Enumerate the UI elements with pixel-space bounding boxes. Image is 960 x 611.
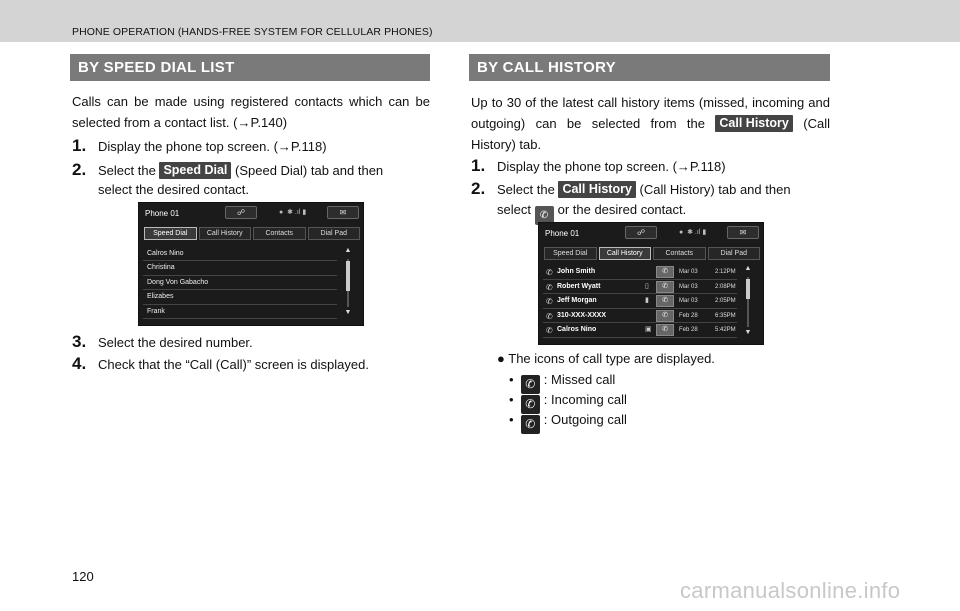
list-item[interactable]: Elizabes <box>143 290 337 304</box>
speed-dial-list <box>143 247 337 319</box>
incoming-call-icon: ✆ <box>546 311 553 321</box>
speed-dial-step-2: 2. Select the Speed Dial (Speed Dial) tab and then <box>72 160 384 179</box>
mail-icon[interactable]: ✉ <box>327 206 359 219</box>
tab-call-history[interactable]: Call History <box>599 247 652 260</box>
scroll-down-icon[interactable]: ▼ <box>744 329 752 336</box>
page-number: 120 <box>72 569 94 584</box>
link-icon[interactable]: ☍ <box>625 226 657 239</box>
status-icons: ● ✱ .ıl ▮ <box>279 209 307 216</box>
call-button[interactable]: ✆ <box>656 310 674 322</box>
tab-dial-pad[interactable]: Dial Pad <box>308 227 361 240</box>
call-button[interactable]: ✆ <box>656 266 674 278</box>
speed-dial-intro: Calls can be made using registered contacts which can be selected from a contact list. (→P.140) <box>72 94 430 130</box>
tab-contacts[interactable]: Contacts <box>253 227 306 240</box>
incoming-call-icon: ✆ <box>546 268 553 277</box>
call-history-step-2: 2. Select the Call History (Call History) tab and then <box>471 179 791 198</box>
scroll-thumb[interactable] <box>746 279 750 299</box>
outgoing-call-icon: ✆ <box>546 297 553 306</box>
speed-dial-step-2-cont: select the desired contact. <box>98 182 250 197</box>
call-button[interactable]: ✆ <box>656 281 674 293</box>
call-history-list <box>543 265 737 338</box>
incoming-call-icon: ✆ <box>546 282 553 292</box>
list-item[interactable]: ✆ Calros Nino ▣ ✆ Feb 28 5:42PM <box>543 323 737 338</box>
list-item[interactable]: ✆ Jeff Morgan ▮ ✆ Mar 03 2:05PM <box>543 294 737 309</box>
call-history-intro: Up to 30 of the latest call history items (missed, incoming and outgoing) can be selected from the Call History (Call History) tab. <box>471 95 830 152</box>
section-header-call-history: BY CALL HISTORY <box>469 54 830 81</box>
scroll-down-icon[interactable]: ▼ <box>344 309 352 316</box>
speed-dial-step-3: 3. Select the desired number. <box>72 332 253 351</box>
missed-call-legend: • ✆ : Missed call <box>509 370 615 394</box>
screen-tabs <box>144 227 360 240</box>
tab-dial-pad[interactable]: Dial Pad <box>708 247 761 260</box>
status-icons: ● ✱ .ıl ▮ <box>679 229 707 236</box>
bullet-icon: ● <box>497 351 505 366</box>
scrollbar[interactable] <box>343 247 353 319</box>
call-button-icon: ✆ <box>535 206 554 225</box>
scroll-up-icon[interactable]: ▲ <box>344 247 352 254</box>
section-header-speed-dial: BY SPEED DIAL LIST <box>70 54 430 81</box>
call-history-step-2-cont: select ✆ or the desired contact. <box>497 200 686 225</box>
speed-dial-step-1: 1. Display the phone top screen. (→P.118) <box>72 136 327 155</box>
call-button[interactable]: ✆ <box>656 295 674 307</box>
call-type-note: ● The icons of call type are displayed. <box>497 351 715 366</box>
office-icon: ▮ <box>645 297 649 304</box>
outgoing-call-icon: ✆ <box>521 415 540 434</box>
tab-contacts[interactable]: Contacts <box>653 247 706 260</box>
missed-call-icon: ✆ <box>521 375 540 394</box>
watermark: carmanualsonline.info <box>680 578 901 603</box>
list-item[interactable]: Frank <box>143 305 337 319</box>
home-icon: ▣ <box>645 326 652 333</box>
list-item[interactable]: ✆ 310-XXX-XXXX ✆ Feb 28 6:35PM <box>543 309 737 324</box>
call-history-step-1: 1. Display the phone top screen. (→P.118) <box>471 156 726 175</box>
call-history-tab-chip: Call History <box>715 115 792 132</box>
outgoing-call-icon: ✆ <box>546 326 553 335</box>
call-history-tab-chip-2: Call History <box>558 181 635 198</box>
call-history-screen <box>538 222 764 345</box>
speed-dial-tab-chip: Speed Dial <box>159 162 231 179</box>
link-icon[interactable]: ☍ <box>225 206 257 219</box>
incoming-call-legend: • ✆ : Incoming call <box>509 390 627 414</box>
scroll-up-icon[interactable]: ▲ <box>744 265 752 272</box>
list-item[interactable]: Dong Von Gabacho <box>143 276 337 290</box>
tab-call-history[interactable]: Call History <box>199 227 252 240</box>
list-item[interactable]: Calros Nino <box>143 247 337 261</box>
screen-tabs <box>544 247 760 260</box>
outgoing-call-legend: • ✆ : Outgoing call <box>509 410 627 434</box>
screen-title: Phone 01 <box>545 229 580 238</box>
scrollbar[interactable] <box>743 265 753 339</box>
screen-title: Phone 01 <box>145 209 180 218</box>
incoming-call-icon: ✆ <box>521 395 540 414</box>
list-item[interactable]: ✆ Robert Wyatt ▯ ✆ Mar 03 2:08PM <box>543 280 737 295</box>
scroll-thumb[interactable] <box>346 261 350 291</box>
mobile-icon: ▯ <box>645 282 649 290</box>
list-item[interactable]: Christina <box>143 261 337 275</box>
top-header-bar <box>0 0 960 42</box>
tab-speed-dial[interactable]: Speed Dial <box>144 227 197 240</box>
mail-icon[interactable]: ✉ <box>727 226 759 239</box>
chapter-title: PHONE OPERATION (HANDS-FREE SYSTEM FOR CELLULAR PHONES) <box>72 26 433 38</box>
speed-dial-screen <box>138 202 364 326</box>
list-item[interactable]: ✆ John Smith ✆ Mar 03 2:12PM <box>543 265 737 280</box>
call-button[interactable]: ✆ <box>656 324 674 336</box>
tab-speed-dial[interactable]: Speed Dial <box>544 247 597 260</box>
speed-dial-step-4: 4. Check that the “Call (Call)” screen is displayed. <box>72 354 369 373</box>
